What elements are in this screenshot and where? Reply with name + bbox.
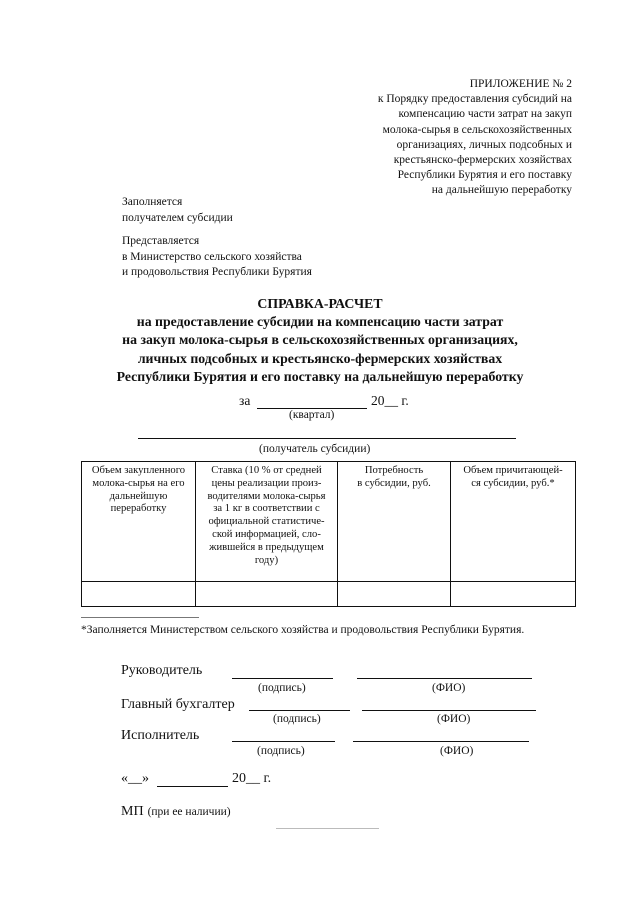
head-sign-caption: (подпись) bbox=[258, 682, 306, 694]
submitted-to-note bbox=[122, 234, 312, 281]
header-text-line: в субсидии, руб. bbox=[357, 477, 431, 489]
header-text-line: ской информацией, сло- bbox=[212, 528, 321, 540]
head-name-line[interactable] bbox=[357, 678, 532, 679]
accountant-sign-caption: (подпись) bbox=[273, 713, 321, 725]
table-cell-volume[interactable] bbox=[82, 582, 196, 607]
header-text-line: дальнейшую bbox=[109, 490, 168, 502]
filled-by-line: Заполняется bbox=[122, 196, 183, 208]
table-header-cell bbox=[82, 462, 196, 582]
header-text-line: цены реализации произ- bbox=[211, 477, 322, 489]
accountant-label: Главный бухгалтер bbox=[121, 697, 235, 712]
submitted-to-line: и продовольствия Республики Бурятия bbox=[122, 266, 312, 278]
head-signature-line[interactable] bbox=[232, 678, 333, 679]
accountant-name-line[interactable] bbox=[362, 710, 536, 711]
accountant-signature-line[interactable] bbox=[249, 710, 350, 711]
header-text-line: водителями молока-сырья bbox=[207, 490, 326, 502]
period-prefix: за bbox=[239, 393, 251, 408]
subsidy-table bbox=[81, 461, 576, 607]
executor-signature-line[interactable] bbox=[232, 741, 335, 742]
title-line: на предоставление субсидии на компенсацию части затрат bbox=[136, 314, 504, 330]
head-name-caption: (ФИО) bbox=[432, 682, 466, 694]
bottom-rule bbox=[276, 828, 379, 829]
stamp-label: МП bbox=[121, 804, 144, 819]
table-cell-rate[interactable] bbox=[196, 582, 338, 607]
filled-by-note bbox=[122, 195, 233, 226]
submitted-to-line: в Министерство сельского хозяйства bbox=[122, 250, 302, 263]
table-header-cell bbox=[451, 462, 576, 582]
header-text-line: Объем закупленного bbox=[91, 465, 186, 476]
appendix-line: ПРИЛОЖЕНИЕ № 2 bbox=[469, 78, 572, 90]
header-text-line: Ставка (10 % от средней bbox=[211, 465, 322, 476]
appendix-line: к Порядку предоставления субсидий на bbox=[377, 93, 572, 106]
header-text-line: официальной статистиче- bbox=[208, 516, 325, 528]
title-line: личных подсобных и крестьянско-фермерских хозяйствах bbox=[137, 350, 503, 366]
appendix-line: молока-сырья в сельскохозяйственных bbox=[382, 123, 572, 136]
stamp-note: (при ее наличии) bbox=[147, 806, 231, 818]
header-text-line: году) bbox=[254, 554, 279, 566]
appendix-block bbox=[312, 77, 572, 199]
table-cell-amount[interactable] bbox=[451, 582, 576, 607]
footnote-separator bbox=[81, 617, 199, 618]
title-heading: СПРАВКА-РАСЧЕТ bbox=[257, 296, 383, 311]
title-line: на закуп молока-сырья в сельскохозяйственных организациях, bbox=[122, 332, 518, 348]
header-text-line: ся субсидии, руб.* bbox=[471, 477, 555, 489]
recipient-caption: (получатель субсидии) bbox=[259, 443, 371, 455]
stamp-block bbox=[121, 802, 231, 820]
appendix-line: Республики Бурятия и его поставку bbox=[397, 169, 572, 182]
executor-name-line[interactable] bbox=[353, 741, 529, 742]
executor-label: Исполнитель bbox=[121, 728, 200, 743]
table-header-cell bbox=[196, 462, 338, 582]
executor-name-caption: (ФИО) bbox=[440, 745, 474, 757]
table-row bbox=[82, 582, 576, 607]
head-label: Руководитель bbox=[121, 663, 203, 678]
header-text-line: Потребность bbox=[364, 465, 424, 476]
appendix-line: крестьянско-фермерских хозяйствах bbox=[393, 154, 572, 167]
appendix-line: компенсацию части затрат на закуп bbox=[398, 108, 572, 121]
submitted-to-line: Представляется bbox=[122, 235, 200, 247]
accountant-name-caption: (ФИО) bbox=[437, 713, 471, 725]
appendix-line: организациях, личных подсобных и bbox=[396, 138, 572, 151]
header-text-line: за 1 кг в соответствии с bbox=[213, 503, 320, 515]
date-day: «__» bbox=[121, 771, 149, 786]
period-year: 20__ г. bbox=[371, 393, 409, 408]
header-text-line: Объем причитающей- bbox=[463, 465, 563, 476]
executor-sign-caption: (подпись) bbox=[257, 745, 305, 757]
title-line: Республики Бурятия и его поставку на дальнейшую переработку bbox=[116, 368, 524, 384]
document-title bbox=[0, 295, 640, 386]
appendix-line: на дальнейшую переработку bbox=[431, 184, 572, 197]
table-header-cell bbox=[338, 462, 451, 582]
table-header-row bbox=[82, 462, 576, 582]
recipient-blank-line[interactable] bbox=[138, 438, 516, 439]
filled-by-line: получателем субсидии bbox=[122, 211, 233, 224]
table-cell-need[interactable] bbox=[338, 582, 451, 607]
header-text-line: молока-сырья на его bbox=[92, 477, 185, 489]
footnote: *Заполняется Министерством сельского хозяйства и продовольствия Республики Бурятия. bbox=[81, 624, 525, 636]
header-text-line: жившейся в предыдущем bbox=[209, 541, 324, 553]
header-text-line: переработку bbox=[110, 503, 167, 515]
quarter-caption: (квартал) bbox=[289, 409, 335, 421]
date-month-line[interactable] bbox=[157, 786, 228, 787]
date-year: 20__ г. bbox=[232, 771, 272, 786]
